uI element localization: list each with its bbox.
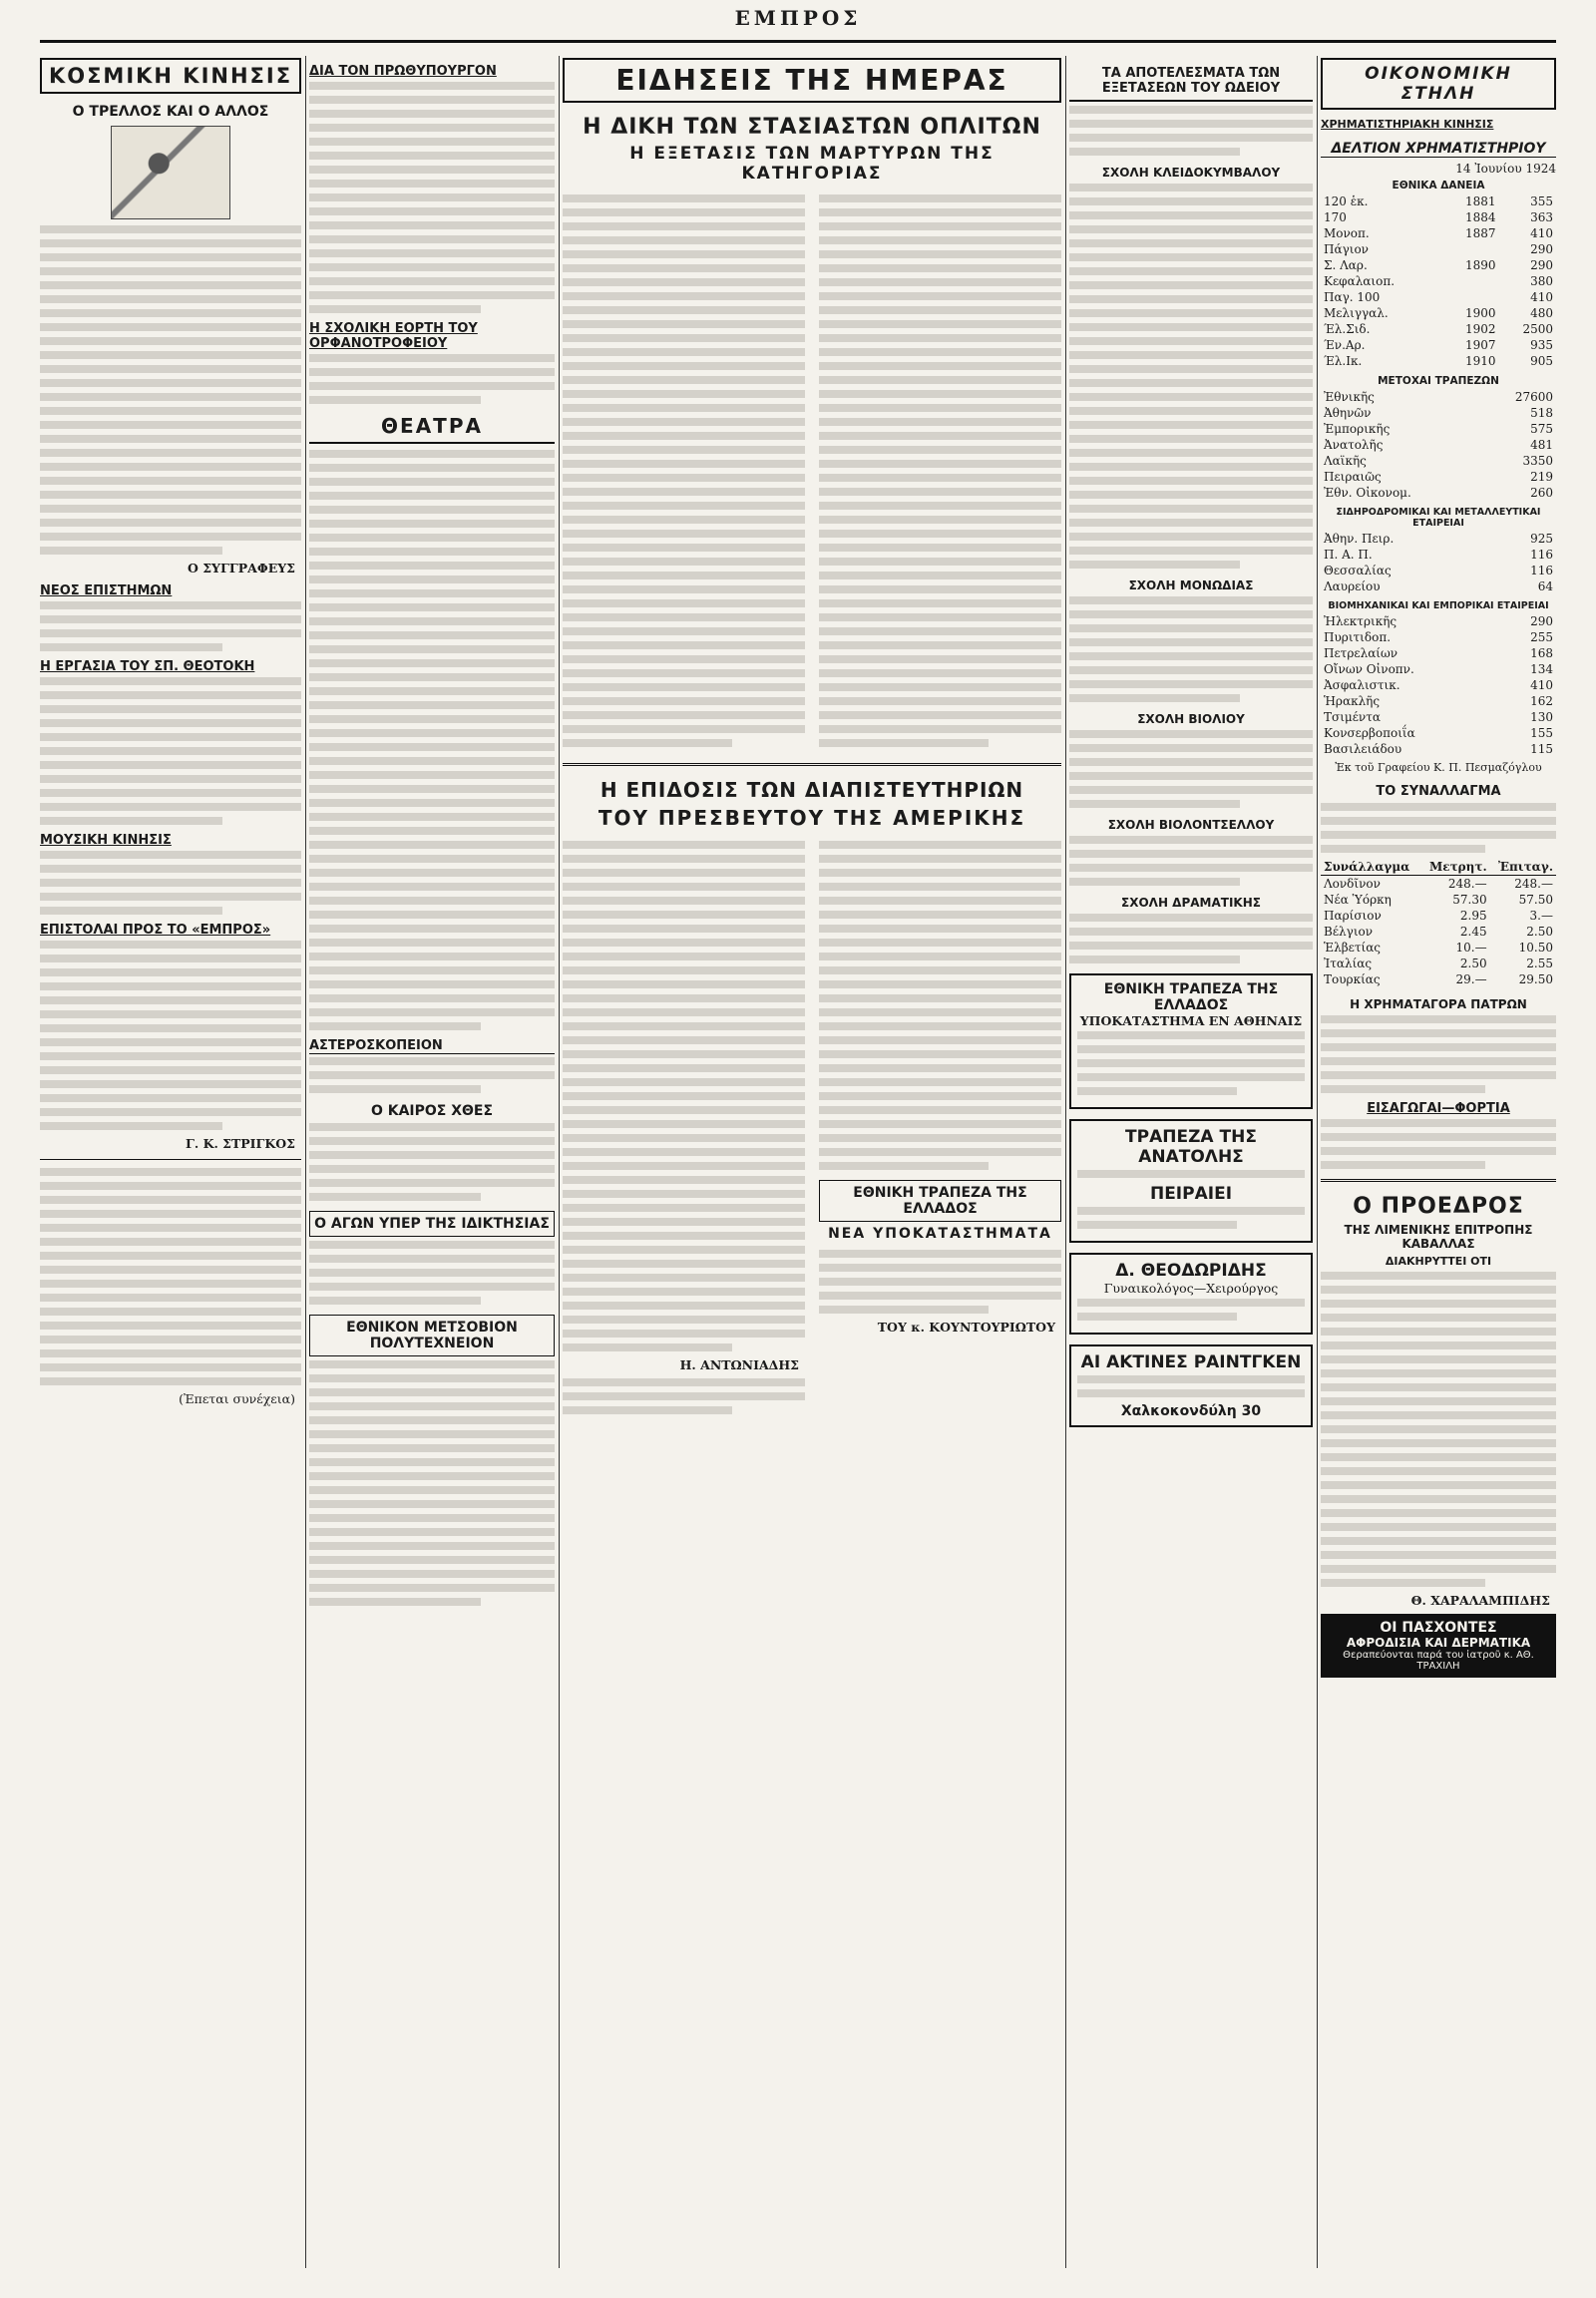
table-cell: 57.50 xyxy=(1518,893,1553,907)
table-header-cell: Μετρητ. xyxy=(1420,859,1489,876)
table-cell: Πάγιον xyxy=(1324,242,1369,256)
table-cell: Ἠλεκτρικῆς xyxy=(1324,614,1397,628)
table-row xyxy=(1321,437,1556,453)
table-cell: Κονσερβοποιΐα xyxy=(1324,726,1415,740)
table-cell: 1900 xyxy=(1464,306,1496,320)
table-cell: 1881 xyxy=(1464,194,1496,208)
table-cell: 2500 xyxy=(1522,322,1553,336)
headline-proedros-sub2: ΔΙΑΚΗΡΥΤΤΕΙ ΟΤΙ xyxy=(1385,1255,1492,1268)
table-cell: Πετρελαίων xyxy=(1324,646,1398,660)
ad-theodoridis-sub: Γυναικολόγος—Χειρούργος xyxy=(1103,1281,1279,1296)
ad-theodoridis[interactable] xyxy=(1069,1253,1313,1335)
table-cell: 290 xyxy=(1530,614,1553,628)
table-row xyxy=(1321,563,1556,578)
table-cell: 1902 xyxy=(1464,322,1496,336)
table-cell: 130 xyxy=(1530,710,1553,724)
table-cell: Ἀνατολῆς xyxy=(1324,438,1384,452)
table-cell: 219 xyxy=(1530,470,1553,484)
headline-diki-sub: Η ΕΞΕΤΑΣΙΣ ΤΩΝ ΜΑΡΤΥΡΩΝ ΤΗΣ ΚΑΤΗΓΟΡΙΑΣ xyxy=(629,144,995,184)
table-row xyxy=(1321,241,1556,257)
table-row xyxy=(1321,209,1556,225)
heading-chrimatagora-patron: Η ΧΡΗΜΑΤΑΓΟΡΑ ΠΑΤΡΩΝ xyxy=(1350,997,1527,1011)
heading-kairos: Ο ΚΑΙΡΟΣ ΧΘΕΣ xyxy=(370,1103,494,1119)
table-row xyxy=(1321,892,1556,908)
table-cell: Ἡρακλῆς xyxy=(1324,694,1381,708)
table-cell: 29.— xyxy=(1455,972,1487,986)
table-cell: 575 xyxy=(1530,422,1553,436)
table-row xyxy=(1321,661,1556,677)
table-cell: 925 xyxy=(1530,532,1553,546)
column-kosmiki-kinisis xyxy=(40,56,301,2268)
table-cell: 3.— xyxy=(1529,909,1553,923)
heading-deltion: ΔΕΛΤΙΟΝ ΧΡΗΜΑΤΙΣΤΗΡΙΟΥ xyxy=(1321,141,1556,158)
table-row xyxy=(1321,908,1556,924)
table-cell: Π. Α. Π. xyxy=(1324,548,1373,562)
table-title-viomichanikai: ΒΙΟΜΗΧΑΝΙΚΑΙ ΚΑΙ ΕΜΠΟΡΙΚΑΙ ΕΤΑΙΡΕΙΑΙ xyxy=(1328,600,1549,611)
heading-monodia: ΣΧΟΛΗ ΜΟΝΩΔΙΑΣ xyxy=(1128,578,1254,592)
table-cell: 518 xyxy=(1530,406,1553,420)
section-title-kosmiki: ΚΟΣΜΙΚΗ ΚΙΝΗΣΙΣ xyxy=(40,58,301,94)
table-cell: 290 xyxy=(1530,258,1553,272)
table-cell: 155 xyxy=(1530,726,1553,740)
continued-note: (Ἐπεται συνέχεια) xyxy=(179,1391,295,1406)
table-cell: 116 xyxy=(1530,564,1553,577)
table-cell: Παρίσιον xyxy=(1324,909,1382,923)
table-cell: 905 xyxy=(1530,354,1553,368)
table-cell: Πειραιῶς xyxy=(1324,470,1382,484)
table-row xyxy=(1321,693,1556,709)
ad-theodoridis-title: Δ. ΘΕΟΔΩΡΙΔΗΣ xyxy=(1115,1261,1267,1281)
table-row xyxy=(1321,193,1556,209)
table-cell: 2.50 xyxy=(1526,925,1553,939)
ad-trapeza-anatolis-sub: ΠΕΙΡΑΙΕΙ xyxy=(1149,1184,1233,1204)
table-cell: Οἴνων Οἰνοπν. xyxy=(1324,662,1414,676)
table-cell: Πυριτιδοπ. xyxy=(1324,630,1392,644)
table-row xyxy=(1321,305,1556,321)
kicker-prothypourgos: ΔΙΑ ΤΟΝ ΠΡΩΘΥΠΟΥΡΓΟΝ xyxy=(309,64,497,79)
kicker-asteroskopeion: ΑΣΤΕΡΟΣΚΟΠΕΙΟΝ xyxy=(309,1038,555,1054)
table-row xyxy=(1321,940,1556,956)
table-title-trapezon: ΜΕΤΟΧΑΙ ΤΡΑΠΕΖΩΝ xyxy=(1378,375,1499,387)
table-cell: Ἰταλίας xyxy=(1324,957,1373,970)
table-cell: 3350 xyxy=(1522,454,1553,468)
table-cell xyxy=(1441,289,1498,305)
section-title-theatra: ΘΕΑΤΡΑ xyxy=(309,410,555,444)
column-odeion xyxy=(1069,56,1313,2268)
table-row xyxy=(1321,257,1556,273)
section-title-oikonomiki: ΟΙΚΟΝΟΜΙΚΗ ΣΤΗΛΗ xyxy=(1321,58,1556,110)
signature-syggrafeus: Ο ΣΥΓΓΡΑΦΕΥΣ xyxy=(187,561,295,575)
table-row xyxy=(1321,645,1556,661)
table-cell: 116 xyxy=(1530,548,1553,562)
table-row xyxy=(1321,289,1556,305)
table-cell: 10.— xyxy=(1455,941,1487,955)
table-row xyxy=(1321,547,1556,563)
table-row xyxy=(1321,613,1556,629)
table-cell: Τσιμέντα xyxy=(1324,710,1381,724)
headline-diapisteytiria: Η ΕΠΙΔΟΣΙΣ ΤΩΝ ΔΙΑΠΙΣΤΕΥΤΗΡΙΩΝ xyxy=(599,778,1024,802)
heading-violiou: ΣΧΟΛΗ ΒΙΟΛΙΟΥ xyxy=(1137,712,1245,726)
table-synallagma xyxy=(1321,859,1556,987)
table-cell: 1887 xyxy=(1464,226,1496,240)
table-cell: Τουρκίας xyxy=(1324,972,1381,986)
table-cell: 57.30 xyxy=(1452,893,1487,907)
table-row xyxy=(1321,741,1556,757)
ad-aktines[interactable] xyxy=(1069,1344,1313,1427)
table-header-cell: Ἐπιταγ. xyxy=(1490,859,1556,876)
table-cell: 64 xyxy=(1537,579,1553,593)
table-cell: Κεφαλαιοπ. xyxy=(1324,274,1396,288)
table-row xyxy=(1321,485,1556,501)
ad-paschontes[interactable] xyxy=(1321,1614,1556,1678)
table-cell: Νέα Ὑόρκη xyxy=(1324,893,1392,907)
table-row xyxy=(1321,531,1556,547)
table-cell: Ἐμπορικῆς xyxy=(1324,422,1391,436)
table-cell: 162 xyxy=(1530,694,1553,708)
headline-diapisteytiria-sub: ΤΟΥ ΠΡΕΣΒΕΥΤΟΥ ΤΗΣ ΑΜΕΡΙΚΗΣ xyxy=(598,806,1026,830)
table-cell: 2.55 xyxy=(1526,957,1553,970)
table-cell: 2.50 xyxy=(1459,957,1487,970)
table-cell: 10.50 xyxy=(1518,941,1553,955)
table-cell: Παγ. 100 xyxy=(1324,290,1381,304)
table-row xyxy=(1321,225,1556,241)
table-row xyxy=(1321,971,1556,987)
table-cell: Λονδῖνον xyxy=(1324,877,1381,891)
table-cell: Λαυρείου xyxy=(1324,579,1381,593)
table-cell: 1884 xyxy=(1464,210,1496,224)
table-cell: 260 xyxy=(1530,486,1553,500)
table-cell: Μονοπ. xyxy=(1324,226,1370,240)
signature-antoniadis: Η. ΑΝΤΩΝΙΑΔΗΣ xyxy=(679,1357,799,1372)
ad-trapeza-anatolis[interactable] xyxy=(1069,1119,1313,1243)
table-cell: 935 xyxy=(1530,338,1553,352)
table-cell xyxy=(1441,241,1498,257)
table-cell: Ἀσφαλιστικ. xyxy=(1324,678,1400,692)
ad-paschontes-sub2: Θεραπεύονται παρά του ἰατροῦ κ. ΑΘ. ΤΡΑΧΙΛΗ xyxy=(1343,1650,1534,1672)
column-eidiseis xyxy=(563,56,1061,2268)
table-cell: Ἐθνικῆς xyxy=(1324,390,1375,404)
table-ethnika-daneia xyxy=(1321,193,1556,369)
table-row xyxy=(1321,725,1556,741)
table-title-sidirodromikai: ΣΙΔΗΡΟΔΡΟΜΙΚΑΙ ΚΑΙ ΜΕΤΑΛΛΕΥΤΙΚΑΙ ΕΤΑΙΡΕΙΑΙ xyxy=(1336,507,1541,529)
table-cell: Έλ.Σιδ. xyxy=(1324,322,1371,336)
table-title-daneia: ΕΘΝΙΚΑ ΔΑΝΕΙΑ xyxy=(1392,180,1485,192)
signature-charalampidis: Θ. ΧΑΡΑΛΑΜΠΙΔΗΣ xyxy=(1410,1593,1550,1608)
table-cell: 27600 xyxy=(1514,390,1553,404)
ad-paschontes-sub: ΑΦΡΟΔΙΣΙΑ ΚΑΙ ΔΕΡΜΑΤΙΚΑ xyxy=(1346,1636,1531,1650)
table-row xyxy=(1321,578,1556,594)
table-cell: Ἐθν. Οἰκονομ. xyxy=(1324,486,1411,500)
source-note: Ἐκ τοῦ Γραφείου Κ. Π. Πεσμαζόγλου xyxy=(1335,761,1542,774)
column-news-2 xyxy=(309,56,555,2268)
ad-ethniki-trapeza-sub: ΥΠΟΚΑΤΑΣΤΗΜΑ ΕΝ ΑΘΗΝΑΙΣ xyxy=(1079,1013,1303,1028)
ad-aktines-title: ΑΙ ΑΚΤΙΝΕΣ ΡΑΙΝΤΓΚΕΝ xyxy=(1080,1352,1302,1372)
ad-aktines-address: Χαλκοκονδύλη 30 xyxy=(1120,1403,1262,1419)
kicker-chrimatistiriaki: ΧΡΗΜΑΤΙΣΤΗΡΙΑΚΗ ΚΙΝΗΣΙΣ xyxy=(1321,118,1494,131)
headline-proedros-sub: ΤΗΣ ΛΙΜΕΝΙΚΗΣ ΕΠΙΤΡΟΠΗΣ ΚΑΒΑΛΛΑΣ xyxy=(1344,1223,1533,1251)
heading-violontsellou: ΣΧΟΛΗ ΒΙΟΛΟΝΤΣΕΛΛΟΥ xyxy=(1107,818,1275,832)
table-row xyxy=(1321,677,1556,693)
heading-ethniki-trapeza-col3: ΕΘΝΙΚΗ ΤΡΑΠΕΖΑ ΤΗΣ ΕΛΛΑΔΟΣ xyxy=(819,1180,1061,1222)
table-row xyxy=(1321,469,1556,485)
table-row xyxy=(1321,924,1556,940)
table-cell: 1907 xyxy=(1464,338,1496,352)
table-cell: Έν.Αρ. xyxy=(1324,338,1366,352)
table-cell: Θεσσαλίας xyxy=(1324,564,1392,577)
cartoon-illustration xyxy=(111,126,230,219)
table-row xyxy=(1321,629,1556,645)
ad-paschontes-title: ΟΙ ΠΑΣΧΟΝΤΕΣ xyxy=(1380,1620,1497,1636)
kicker-theotoki: Η ΕΡΓΑΣΙΑ ΤΟΥ ΣΠ. ΘΕΟΤΟΚΗ xyxy=(40,659,255,674)
table-cell: Μελιγγαλ. xyxy=(1324,306,1389,320)
headline-diki: Η ΔΙΚΗ ΤΩΝ ΣΤΑΣΙΑΣΤΩΝ ΟΠΛΙΤΩΝ xyxy=(583,115,1041,140)
table-cell: 255 xyxy=(1530,630,1553,644)
table-cell: Λαϊκῆς xyxy=(1324,454,1367,468)
masthead-name: ΕΜΠΡΟΣ xyxy=(734,6,862,30)
table-row xyxy=(1321,353,1556,369)
table-header-cell: Συνάλλαγμα xyxy=(1321,859,1420,876)
heading-kleidokymvalou: ΣΧΟΛΗ ΚΛΕΙΔΟΚΥΜΒΑΛΟΥ xyxy=(1101,166,1281,180)
table-row xyxy=(1321,453,1556,469)
signature-strigkos: Γ. Κ. ΣΤΡΙΓΚΟΣ xyxy=(186,1136,295,1151)
table-cell: 134 xyxy=(1530,662,1553,676)
kicker-eisagogai: ΕΙΣΑΓΩΓΑΙ—ΦΟΡΤΙΑ xyxy=(1367,1101,1510,1116)
table-cell: 29.50 xyxy=(1518,972,1553,986)
ad-trapeza-anatolis-title: ΤΡΑΠΕΖΑ ΤΗΣ ΑΝΑΤΟΛΗΣ xyxy=(1125,1127,1257,1167)
table-sidirodromikai xyxy=(1321,531,1556,594)
table-cell: 480 xyxy=(1530,306,1553,320)
heading-nea-ypokatastimata: ΝΕΑ ΥΠΟΚΑΤΑΣΤΗΜΑΤΑ xyxy=(828,1226,1052,1242)
table-cell: 380 xyxy=(1530,274,1553,288)
table-row xyxy=(1321,273,1556,289)
table-cell: Ἀθηνῶν xyxy=(1324,406,1372,420)
heading-synallagma: ΤΟ ΣΥΝΑΛΛΑΓΜΑ xyxy=(1376,784,1501,799)
table-cell: Ἀθην. Πειρ. xyxy=(1324,532,1395,546)
table-cell: Βασιλειάδου xyxy=(1324,742,1402,756)
table-cell: 410 xyxy=(1530,678,1553,692)
table-cell: 1890 xyxy=(1464,258,1496,272)
table-cell: 290 xyxy=(1530,242,1553,256)
table-cell: Σ. Λαρ. xyxy=(1324,258,1368,272)
bulletin-date: 14 Ἰουνίου 1924 xyxy=(1455,162,1556,176)
table-cell: 248.— xyxy=(1514,877,1553,891)
section-title-eidiseis: ΕΙΔΗΣΕΙΣ ΤΗΣ ΗΜΕΡΑΣ xyxy=(563,58,1061,103)
table-row xyxy=(1321,876,1556,893)
column-oikonomiki xyxy=(1321,56,1556,2268)
table-cell: Βέλγιον xyxy=(1324,925,1374,939)
table-viomichanikai xyxy=(1321,613,1556,757)
trelos-title: Ο ΤΡΕΛΛΟΣ ΚΑΙ Ο ΑΛΛΟΣ xyxy=(72,104,269,120)
table-cell: 481 xyxy=(1530,438,1553,452)
table-row xyxy=(1321,421,1556,437)
masthead xyxy=(40,0,1556,43)
table-cell: 363 xyxy=(1530,210,1553,224)
ad-ethniki-trapeza-title: ΕΘΝΙΚΗ ΤΡΑΠΕΖΑ ΤΗΣ ΕΛΛΑΔΟΣ xyxy=(1103,981,1279,1013)
table-cell: 2.95 xyxy=(1459,909,1487,923)
table-cell: 120 ἑκ. xyxy=(1324,194,1369,208)
table-row xyxy=(1321,321,1556,337)
heading-dramatikis: ΣΧΟΛΗ ΔΡΑΜΑΤΙΚΗΣ xyxy=(1121,896,1261,910)
table-cell: Ἑλβετίας xyxy=(1324,941,1382,955)
table-cell: Έλ.Ικ. xyxy=(1324,354,1363,368)
kicker-neos-epistimon: ΝΕΟΣ ΕΠΙΣΤΗΜΩΝ xyxy=(40,583,173,598)
table-row xyxy=(1321,389,1556,405)
heading-odeion-results: ΤΑ ΑΠΟΤΕΛΕΣΜΑΤΑ ΤΩΝ ΕΞΕΤΑΣΕΩΝ ΤΟΥ ΩΔΕΙΟΥ xyxy=(1069,66,1313,102)
kicker-epistolai: ΕΠΙΣΤΟΛΑΙ ΠΡΟΣ ΤΟ «ΕΜΠΡΟΣ» xyxy=(40,923,271,938)
table-row xyxy=(1321,405,1556,421)
headline-proedros: Ο ΠΡΟΕΔΡΟΣ xyxy=(1353,1194,1524,1219)
table-cell: 355 xyxy=(1530,194,1553,208)
table-cell: 170 xyxy=(1324,210,1347,224)
kicker-orfanotrofeio: Η ΣΧΟΛΙΚΗ ΕΟΡΤΗ ΤΟΥ ΟΡΦΑΝΟΤΡΟΦΕΙΟΥ xyxy=(309,321,478,351)
table-row xyxy=(1321,709,1556,725)
table-cell: 410 xyxy=(1530,226,1553,240)
table-cell: 2.45 xyxy=(1459,925,1487,939)
ad-ethniki-trapeza[interactable] xyxy=(1069,973,1313,1109)
heading-idiktisia: Ο ΑΓΩΝ ΥΠΕΡ ΤΗΣ ΙΔΙΚΤΗΣΙΑΣ xyxy=(309,1211,555,1237)
table-row xyxy=(1321,337,1556,353)
table-cell: 168 xyxy=(1530,646,1553,660)
table-row xyxy=(1321,956,1556,971)
table-metochai-trapezon xyxy=(1321,389,1556,501)
table-cell xyxy=(1441,273,1498,289)
table-cell: 248.— xyxy=(1447,877,1487,891)
table-cell: 1910 xyxy=(1464,354,1496,368)
kicker-mousiki: ΜΟΥΣΙΚΗ ΚΙΝΗΣΙΣ xyxy=(40,833,172,848)
table-cell: 410 xyxy=(1530,290,1553,304)
signature-kountourioti: ΤΟΥ κ. ΚΟΥΝΤΟΥΡΙΩΤΟΥ xyxy=(877,1320,1055,1335)
table-cell: 115 xyxy=(1530,742,1553,756)
heading-polytechneio: ΕΘΝΙΚΟΝ ΜΕΤΣΟΒΙΟΝ ΠΟΛΥΤΕΧΝΕΙΟΝ xyxy=(309,1315,555,1356)
